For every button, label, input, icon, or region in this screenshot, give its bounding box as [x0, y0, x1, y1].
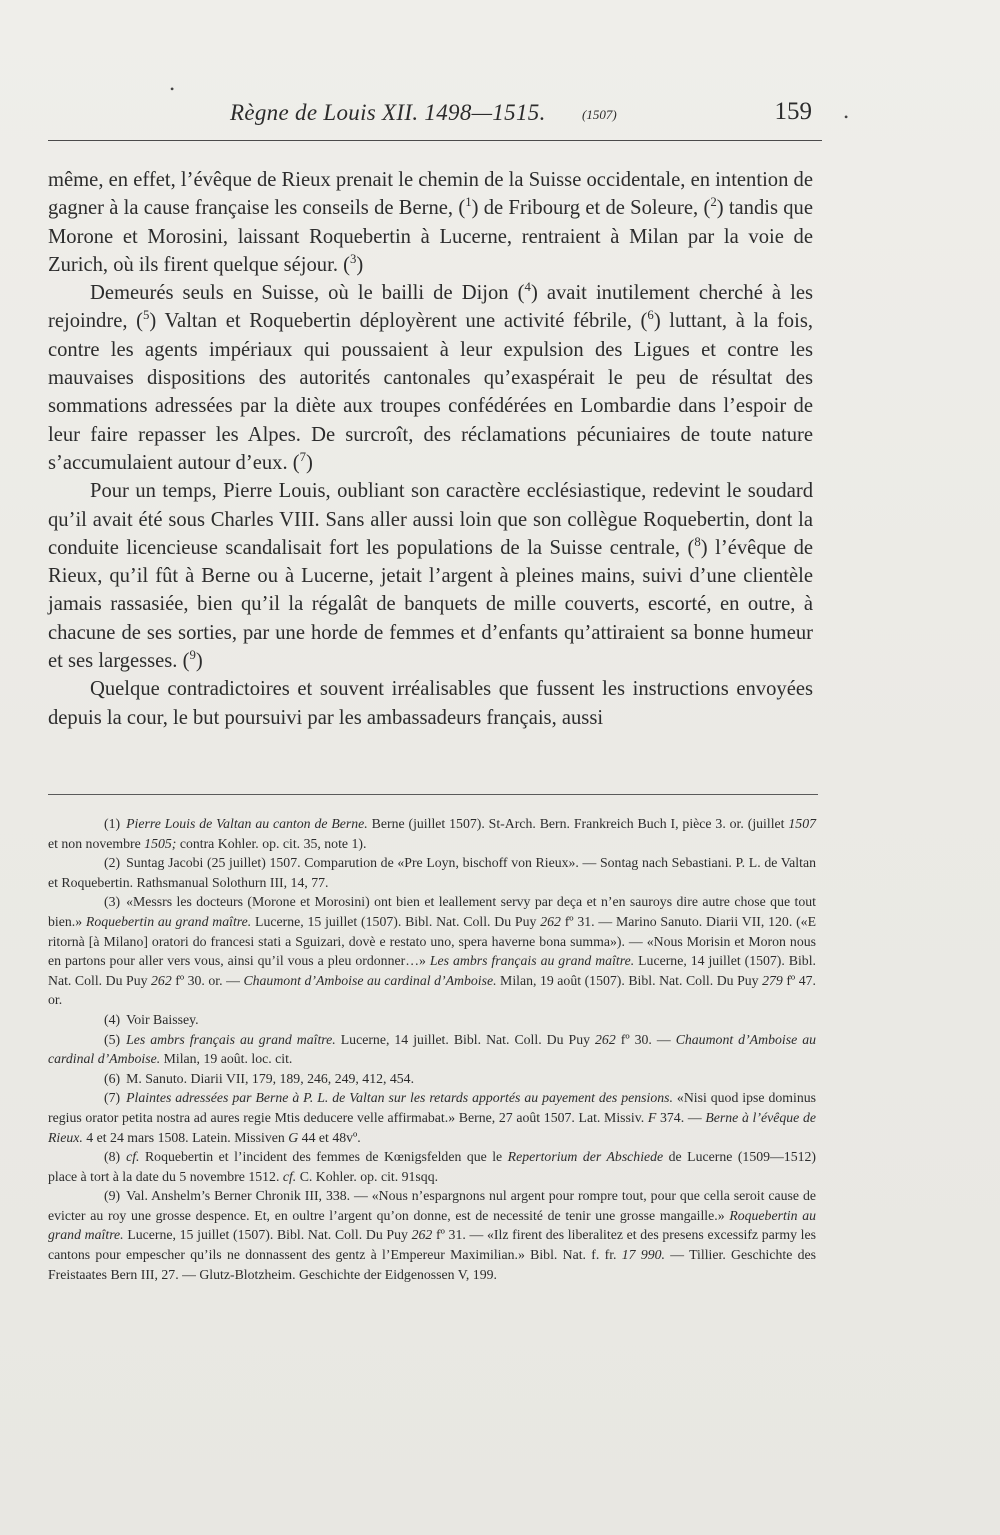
- footnote: [48, 853, 816, 892]
- footnote-italic-text: 279: [762, 972, 783, 988]
- footnote-italic-text: 262: [540, 913, 561, 929]
- page-number: 159: [774, 98, 812, 125]
- footnote-reference: 4: [524, 280, 531, 295]
- body-paragraph: [48, 675, 813, 732]
- footnote-italic-text: Les ambrs français au grand maître.: [126, 1031, 336, 1047]
- header-rule: [48, 140, 822, 141]
- footnote: [48, 892, 816, 1010]
- running-title: Règne de Louis XII. 1498—1515.: [230, 100, 546, 125]
- body-paragraph: [48, 477, 813, 675]
- body-text-run: ) avait inutilement cherché à les rejoindre, (: [48, 282, 814, 333]
- footnote-italic-text: Pierre Louis de Valtan au canton de Berne.: [126, 816, 368, 831]
- footnote-text: Berne (juillet 1507). St-Arch. Bern. Frankreich Buch I, pièce 3. or. (juillet: [367, 816, 789, 831]
- footnote-text: fº 30. or. —: [171, 972, 244, 988]
- footnote-italic-text: Les ambrs français au grand maître.: [429, 953, 635, 969]
- footnote-number: (8): [104, 1149, 121, 1165]
- body-text-run: ) luttant, à la fois, contre les agents impériaux qui poussaient à leur expulsion des Ligues et contre les mauvaises dispositions des autorités cantonales qu’exaspérait le peu de résultat des sommations adressées par la diète aux troupes confédérées en Lombardie dans l’espoir de leur faire repasser les Alpes. De surcroît, des réclamations pécuniaires de toute nature s’accumulaient autour d’eux. (: [48, 310, 813, 474]
- footnote-text: fº 30. —: [615, 1031, 676, 1047]
- footnote-italic-text: 262: [595, 1031, 616, 1047]
- footnote-italic-text: Roquebertin au grand maître.: [85, 913, 252, 929]
- body-text-run: ): [195, 650, 203, 673]
- footnote-italic-text: Roquebertin au grand maître.: [48, 1207, 817, 1243]
- footnote-text: Lucerne, 15 juillet (1507). Bibl. Nat. Coll. Du Puy: [251, 913, 541, 929]
- footnote-text: fº 47. or.: [48, 972, 816, 1008]
- footnote-text: «Nisi quod ipse dominus regius orator petita nostra ad aures regie Mtis deducere velle affirmabat.» Berne, 27 août 1507. Lat. Missiv.: [48, 1090, 816, 1125]
- footnote: [48, 1147, 816, 1186]
- footnote: [48, 814, 816, 853]
- footnote-text: fº 31. — «Ilz firent des liberalitez et des presens excessifz parmy les cantons pour empescher qu’ils ne donnassent des gentz à l’Empereur Maximilian.» Bibl. Nat. f. fr.: [48, 1227, 816, 1263]
- running-header: [48, 100, 816, 136]
- footnote-reference: 3: [349, 252, 357, 267]
- footnote-italic-text: 262: [411, 1227, 433, 1243]
- footnote-text: 44 et 48vº.: [298, 1129, 361, 1145]
- body-text-run: ) tandis que Morone et Morosini, laissant Roquebertin à Lucerne, rentraient à Milan par la voie de Zurich, où ils firent quelque séjour. (: [48, 197, 813, 276]
- body-text-run: Demeurés seuls en Suisse, où le bailli de Dijon (: [90, 282, 525, 305]
- footnote-reference: 8: [694, 535, 701, 549]
- footnote: [48, 1186, 816, 1284]
- footnote-italic-text: cf.: [282, 1168, 297, 1184]
- footnote-italic-text: Chaumont d’Amboise au cardinal d’Amboise.: [48, 1031, 816, 1067]
- footnote-text: fº 31. — Marino Sanuto. Diarii VII, 120. («E ritornà [à Milano] oratori do francesi stati a Sguizari, dovè e restato uno, spera haverne bona summa»). — «Nous Morisin et Moron nous en partons pour aller vers vous, ainsi qu’il vous a pleu ordonner…»: [48, 913, 816, 969]
- footnote-italic-text: 1507: [788, 816, 816, 831]
- footnote-italic-text: 262: [151, 972, 172, 988]
- body-text-run: ) Valtan et Roquebertin déployèrent une activité fébrile, (: [149, 310, 648, 333]
- footnote-number: (6): [104, 1070, 121, 1086]
- footnote-number: (9): [104, 1188, 121, 1204]
- footnote-rule: [48, 794, 818, 795]
- footnote-text: Milan, 19 août. loc. cit.: [160, 1051, 293, 1067]
- footnote-text: Milan, 19 août (1507). Bibl. Nat. Coll. Du Puy: [496, 972, 763, 988]
- body-text-run: ): [356, 253, 364, 276]
- body-text-run: ) l’évêque de Rieux, qu’il fût à Berne ou à Lucerne, jetait l’argent à pleines mains, suivi d’une clientèle jamais rassasiée, bien qu’il la régalât de banquets de mille couverts, escorté, en outre, à chacune de ses sorties, par une horde de femmes et d’enfants qu’attiraient sa bonne humeur et ses largesses. (: [48, 536, 814, 673]
- body-text-run: Pour un temps, Pierre Louis, oubliant son caractère ecclésiastique, redevint le soudard qu’il avait été sous Charles VIII. Sans aller aussi loin que son collègue Roquebertin, dont la conduite licencieuse scandalisait fort les populations de la Suisse centrale, (: [48, 480, 813, 559]
- footnote-number: (3): [104, 894, 121, 910]
- footnote-italic-text: Plaintes adressées par Berne à P. L. de Valtan sur les retards apportés au payement des pensions.: [126, 1090, 673, 1106]
- body-paragraph: [48, 166, 813, 279]
- footnotes: [48, 814, 816, 1284]
- footnote-text: Roquebertin et l’incident des femmes de Kœnigsfelden que le: [139, 1149, 508, 1165]
- footnote: [48, 1030, 816, 1069]
- footnote-italic-text: cf.: [126, 1149, 140, 1165]
- footnote-text: 374. —: [656, 1109, 706, 1125]
- footnote-text: et non novembre: [48, 835, 145, 851]
- footnote-reference: 2: [710, 195, 717, 210]
- footnote-text: «Messrs les docteurs (Morone et Morosini) ont bien et leallement servy par deça et n’en sauroys dire autre chose que tout bien.»: [48, 894, 816, 929]
- footnote-text: Lucerne, 14 juillet. Bibl. Nat. Coll. Du Puy: [335, 1031, 596, 1047]
- footnote-text: Suntag Jacobi (25 juillet) 1507. Comparution de «Pre Loyn, bischoff von Rieux». — Sontag nach Sebastiani. P. L. de Valtan et Roquebertin. Rathsmanual Solothurn III, 14, 77.: [48, 855, 816, 890]
- footnote-number: (1): [104, 816, 121, 831]
- footnote-italic-text: F: [647, 1109, 657, 1125]
- footnote-text: Val. Anshelm’s Berner Chronik III, 338. — «Nous n’espargnons nul argent pour rompre tout, pour que cella seroit cause de evicter au roy une grosse despence. Et, en oultre l’argent qu’on donne, est de necessité de tenir une grosse mangaille.»: [48, 1188, 816, 1223]
- body-text: [48, 166, 813, 732]
- footnote-number: (5): [104, 1031, 121, 1047]
- footnote-number: (4): [104, 1011, 121, 1027]
- footnote-reference: 1: [465, 195, 472, 210]
- footnote: [48, 1010, 816, 1030]
- footnote-italic-text: Repertorium der Abschiede: [507, 1149, 664, 1165]
- footnote-text: — Tillier. Geschichte des Freistaates Bern III, 27. — Glutz-Blotzheim. Geschichte der Eidgenossen V, 199.: [48, 1247, 816, 1282]
- footnote: [48, 1069, 816, 1089]
- body-paragraph: [48, 279, 813, 477]
- footnote-text: Lucerne, 15 juillet (1507). Bibl. Nat. Coll. Du Puy: [123, 1227, 412, 1243]
- footnote-italic-text: 1505;: [144, 835, 177, 851]
- footnote-text: Lucerne, 14 juillet (1507). Bibl. Nat. Coll. Du Puy: [48, 953, 816, 988]
- page-mark-left: •: [170, 82, 175, 96]
- footnote-italic-text: 17 990.: [621, 1247, 665, 1263]
- body-text-run: même, en effet, l’évêque de Rieux prenait le chemin de la Suisse occidentale, en intention de gagner à la cause française les conseils de Berne, (: [48, 169, 813, 220]
- footnote-text: C. Kohler. op. cit. 91sqq.: [296, 1168, 439, 1184]
- body-text-run: ): [306, 451, 313, 474]
- footnote-italic-text: G: [288, 1129, 299, 1145]
- footnote-text: 4 et 24 mars 1508. Latein. Missiven: [82, 1129, 289, 1145]
- footnote-text: M. Sanuto. Diarii VII, 179, 189, 246, 249, 412, 454.: [126, 1070, 415, 1086]
- footnote-text: de Lucerne (1509—1512) place à tort à la date du 5 novembre 1512.: [48, 1149, 816, 1184]
- footnote-italic-text: Berne à l’évêque de Rieux.: [48, 1109, 816, 1145]
- footnote-number: (2): [104, 855, 121, 871]
- body-text-run: Quelque contradictoires et souvent irréalisables que fussent les instructions envoyées depuis la cour, le but poursuivi par les ambassadeurs français, aussi: [48, 678, 813, 729]
- footnote-reference: 7: [299, 450, 306, 465]
- footnote-reference: 6: [647, 308, 654, 323]
- footnote-number: (7): [104, 1090, 121, 1106]
- body-text-run: ) de Fribourg et de Soleure, (: [471, 197, 711, 220]
- footnote-text: Voir Baissey.: [126, 1011, 199, 1027]
- footnote-italic-text: Chaumont d’Amboise au cardinal d’Amboise.: [243, 972, 497, 988]
- running-year: (1507): [582, 107, 617, 122]
- footnote: [48, 1088, 816, 1147]
- footnote-reference: 9: [189, 648, 196, 663]
- page-mark-right: •: [844, 110, 849, 124]
- footnote-reference: 5: [142, 308, 150, 323]
- footnote-text: contra Kohler. op. cit. 35, note 1).: [176, 835, 367, 851]
